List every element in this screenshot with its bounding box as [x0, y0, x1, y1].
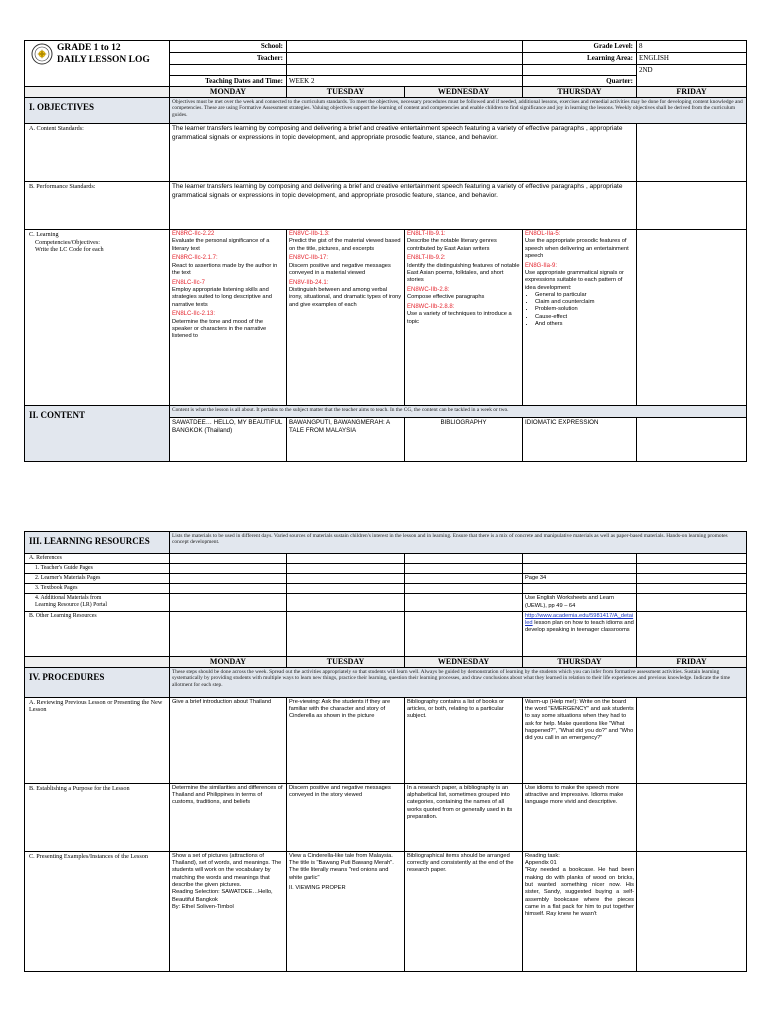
lc-text: Compose effective paragraphs: [407, 294, 485, 301]
content-thursday: IDIOMATIC EXPRESSION: [523, 418, 637, 462]
learning-resources-note: Lists the materials to be used in different days. Varied sources of materials sustain children's interest in the lesson and in learning. Ensure that there is a mix of concrete and manipulative materials as well as paper-based materials. Hands-on learning promotes concept development.: [170, 532, 747, 554]
lc-code: EN8LC-IIc-2.13:: [172, 311, 216, 318]
procedure-a-tuesday: Pre-viewing: Ask the students if they are familiar with the character and story of Cinderella as shown in the picture: [287, 697, 405, 783]
lc-code: EN8WC-IIb-2.8:: [407, 287, 450, 294]
learning-area-value[interactable]: ENGLISH: [637, 53, 747, 65]
procedure-c-wednesday: Bibliographical items should be arranged correctly and consistently at the end of the research paper.: [405, 851, 523, 971]
content-note: Content is what the lesson is all about. It pertains to the subject matter that the teacher aims to teach. In the CG, the content can be tackled in a week or two.: [170, 406, 747, 418]
lesson-log-page-1: [24, 40, 746, 462]
header-table: [24, 40, 747, 462]
competencies-wednesday: [405, 230, 523, 406]
content-standards-label: A. Content Standards:: [25, 124, 170, 182]
grade-level-value[interactable]: 8: [637, 41, 747, 53]
day-header-blank: [25, 656, 170, 667]
procedure-b-thursday: Use idioms to make the speech more attractive and impressive. Idioms make language more vivid and descriptive.: [523, 783, 637, 851]
procedure-b-label: B. Establishing a Purpose for the Lesson: [25, 783, 170, 851]
resources-procedures-table: [24, 531, 747, 972]
lc-text: Evaluate the personal significance of a literary text: [172, 238, 270, 252]
content-wednesday: BIBLIOGRAPHY: [405, 418, 523, 462]
content-tuesday: BAWANGPUTI, BAWANGMERAH: A TALE FROM MALAYSIA: [287, 418, 405, 462]
learning-resources-heading: III. LEARNING RESOURCES: [25, 532, 170, 554]
list-item: • Claim and counterclaim: [535, 299, 634, 306]
list-item: • And others: [535, 321, 634, 328]
lc-text: Determine the tone and mood of the speaker or characters in the narrative listened to: [172, 318, 267, 340]
lc-text: Discern positive and negative messages conveyed in a material viewed: [289, 262, 391, 276]
lc-code: EN8LC-IIc-7: [172, 279, 206, 286]
procedure-a-monday: Give a brief introduction about Thailand: [170, 697, 287, 783]
lc-text: Describe the notable literary genres contributed by East Asian writers: [407, 238, 497, 252]
competencies-label-line1: C. Learning: [29, 231, 59, 238]
teacher-label: Teacher:: [170, 53, 287, 65]
competencies-label: [25, 230, 170, 406]
procedure-b-monday: Determine the similarities and differences of Thailand and Philippines in terms of customs, traditions, and beliefs: [170, 783, 287, 851]
form-title-line2: DAILY LESSON LOG: [57, 55, 150, 65]
learners-materials-thursday: Page 34: [523, 574, 637, 584]
deped-seal-icon: [31, 43, 53, 65]
textbook-pages-label: 3. Textbook Pages: [25, 584, 170, 594]
lc-code: EN8LT-IIb-9.1:: [407, 231, 446, 237]
quarter-value[interactable]: 2ND: [637, 64, 747, 87]
procedure-c-monday: [170, 851, 287, 971]
learners-materials-label: 2. Learner's Materials Pages: [25, 574, 170, 584]
competencies-monday: [170, 230, 287, 406]
competencies-friday: [637, 230, 747, 406]
reading-selection-title: Reading Selection: SAWATDEE…Hello, Beautiful Bangkok: [172, 889, 273, 903]
viewing-proper-heading: II. VIEWING PROPER: [289, 884, 346, 891]
procedure-a-friday: [637, 697, 747, 783]
school-field[interactable]: [287, 41, 523, 53]
objectives-note: Objectives must be met over the week and connected to the curriculum standards. To meet the objectives, necessary procedures must be followed and if needed, additional lessons, exercises and remedial activities may be done for developing content knowledge and competencies. These are using Formative Assessment strategies. Valuing objectives support the learning of content and competencies and enable children to find significance and joy in learning the lessons. Weekly objectives shall be derived from the curriculum guides.: [170, 98, 747, 124]
additional-materials-thursday: Use English Worksheets and Learn (UEWL), pp 49 – 64: [523, 594, 637, 612]
objectives-heading: I. OBJECTIVES: [25, 98, 170, 124]
competencies-tuesday: [287, 230, 405, 406]
day-header-wednesday: WEDNESDAY: [405, 87, 523, 98]
other-resources-thursday: [523, 611, 637, 656]
lc-code: EN8VC-IIb-17:: [289, 255, 329, 262]
competencies-label-line2: Competencies/Objectives:: [35, 238, 100, 246]
content-standards-friday: [637, 124, 747, 182]
procedure-b-tuesday: Discern positive and negative messages conveyed in the story viewed: [287, 783, 405, 851]
day-header-monday: MONDAY: [170, 87, 287, 98]
grade-level-label: Grade Level:: [523, 41, 637, 53]
day-header-wednesday: WEDNESDAY: [405, 656, 523, 667]
references-label: A. References: [25, 554, 170, 564]
lc-text: Predict the gist of the material viewed based on the title, pictures, and excerpts: [289, 238, 401, 252]
procedure-c-friday: [637, 851, 747, 971]
procedure-c-label: C. Presenting Examples/Instances of the Lesson: [25, 851, 170, 971]
lesson-log-page-2: [24, 531, 746, 972]
academia-link[interactable]: http://www.academia.edu/5981417/A_detailed: [525, 612, 634, 627]
procedure-c-tuesday-text: View a Cinderella-like tale from Malaysia. The title is "Bawang Puti Bawang Merah". The title literally means "red onions and white garlic": [289, 852, 394, 881]
lc-code: EN8OL-IIa-5:: [525, 231, 561, 237]
procedure-c-tuesday: [287, 851, 405, 971]
procedure-a-label: A. Reviewing Previous Lesson or Presenting the New Lesson: [25, 697, 170, 783]
additional-materials-label: [25, 594, 170, 612]
procedure-c-monday-text: Show a set of pictures (attractions of Thailand), set of words, and meanings. The students will work on the vocabulary by matching the words and meanings that describe the given pictures.: [172, 852, 282, 889]
lc-text: Identify the distinguishing features of notable East Asian poems, folktales, and short stories: [407, 262, 520, 284]
appendix-label: Appendix 01: [525, 860, 557, 867]
lc-code: EN8G-IIa-9:: [525, 262, 558, 269]
procedure-a-wednesday: Bibliography contains a list of books or articles, or both, relating to a particular subject.: [405, 697, 523, 783]
day-header-monday: MONDAY: [170, 656, 287, 667]
lc-text: Use the appropriate prosodic features of speech when delivering an entertainment speech: [525, 238, 629, 259]
procedure-b-wednesday: In a research paper, a bibliography is an alphabetical list, sometimes grouped into categories, containing the names of all works quoted from or generally used in its preparation.: [405, 783, 523, 851]
procedure-a-thursday: Warm-up (Help me!): Write on the board the word "EMERGENCY" and ask students to say some situations when they had to ask for help. Make questions like "What happened?", "What did you do?" and "Who did you call in an emergency?": [523, 697, 637, 783]
procedure-b-friday: [637, 783, 747, 851]
day-header-blank: [25, 87, 170, 98]
reading-task-heading: Reading task:: [525, 852, 560, 859]
procedure-c-thursday: [523, 851, 637, 971]
lc-text: Use a variety of techniques to introduce a topic: [407, 311, 512, 325]
content-friday: [637, 418, 747, 462]
day-header-friday: FRIDAY: [637, 87, 747, 98]
teachers-guide-label: 1. Teacher's Guide Pages: [25, 564, 170, 574]
teaching-dates-value[interactable]: WEEK 2: [287, 75, 523, 87]
lc-code: EN8WC-IIb-2.8.8:: [407, 304, 455, 311]
lc-code: EN8LT-IIb-9.2:: [407, 255, 446, 262]
teaching-dates-label: Teaching Dates and Time:: [170, 75, 287, 87]
lc-text: Distinguish between and among verbal irony, situational, and dramatic types of irony and give examples of each: [289, 287, 402, 308]
lc-code: EN8V-IIb-24.1:: [289, 279, 329, 286]
additional-materials-line2: Learning Resource (LR) Portal: [35, 602, 107, 609]
day-header-thursday: THURSDAY: [523, 87, 637, 98]
list-item: • Problem-solution: [535, 306, 634, 313]
procedures-note: These steps should be done across the week. Spread out the activities appropriately so that students will learn well. Always be guided by demonstration of learning by the students which you can infer from formative assessment activities. Sustain learning systematically by providing students with multiple ways to learn new things, practice their learning, question their learning processes, and draw conclusions about what they learned in relation to their life experiences and previous knowledge. Indicate the time allotment for each step.: [170, 667, 747, 697]
procedures-heading: IV. PROCEDURES: [25, 667, 170, 697]
lc-text: Employ appropriate listening skills and strategies suited to long descriptive and narrative texts: [172, 287, 272, 308]
content-heading: II. CONTENT: [25, 406, 170, 462]
learning-area-label: Learning Area:: [523, 53, 637, 65]
day-header-tuesday: TUESDAY: [287, 656, 405, 667]
reading-task-passage: "Ray needed a bookcase. He had been making do with planks of wood on bricks, but wanted something nicer now. His sister, Sandy, suggested buying a self-assembly bookcase where the pieces came in a flat pack for him to put together himself. Ray knew he wasn't: [525, 867, 634, 918]
lc-code: EN8RC-IIc-2.1.7:: [172, 255, 218, 262]
school-label: School:: [170, 41, 287, 53]
additional-materials-line1: 4. Additional Materials from: [35, 595, 102, 602]
day-header-thursday: THURSDAY: [523, 656, 637, 667]
performance-standards-text: The learner transfers learning by composing and delivering a brief and creative entertainment speech featuring a variety of effective paragraphs , appropriate grammatical signals or expressions in topic development, and appropriate prosodic feature, stance, and behavior.: [170, 182, 637, 230]
reading-selection-author: By: Ethel Soliven-Timbol: [172, 903, 234, 910]
lc-text: Use appropriate grammatical signals or expressions suitable to each pattern of idea development:: [525, 269, 624, 291]
list-item: • General to particular: [535, 292, 634, 299]
competencies-label-line3: Write the LC Code for each: [35, 246, 104, 254]
day-header-tuesday: TUESDAY: [287, 87, 405, 98]
lc-text: React to assertions made by the author in the text: [172, 262, 278, 276]
competencies-thursday: [523, 230, 637, 406]
other-resources-label: B. Other Learning Resources: [25, 611, 170, 656]
content-standards-text: The learner transfers learning by composing and delivering a brief and creative entertainment speech featuring a variety of effective paragraphs , appropriate grammatical signals or expressions in topic development, and appropriate prosodic feature, stance, and behavior.: [170, 124, 637, 182]
deped-title-block: [25, 41, 170, 87]
content-monday: SAWATDEE… HELLO, MY BEAUTIFUL BANGKOK (Thailand): [170, 418, 287, 462]
form-title-line1: GRADE 1 to 12: [57, 43, 121, 53]
lc-code: EN8RC-IIc-2.22: [172, 231, 215, 237]
lc-code: EN8VC-IIb-1.3:: [289, 231, 330, 237]
teacher-field[interactable]: [287, 53, 523, 65]
list-item: • Cause-effect: [535, 314, 634, 321]
quarter-label: Quarter:: [523, 75, 637, 87]
other-resources-text: lesson plan on how to teach idioms and develop speaking in teenager classrooms: [525, 620, 634, 634]
performance-standards-friday: [637, 182, 747, 230]
performance-standards-label: B. Performance Standards:: [25, 182, 170, 230]
day-header-friday: FRIDAY: [637, 656, 747, 667]
idea-development-list: [525, 292, 634, 328]
